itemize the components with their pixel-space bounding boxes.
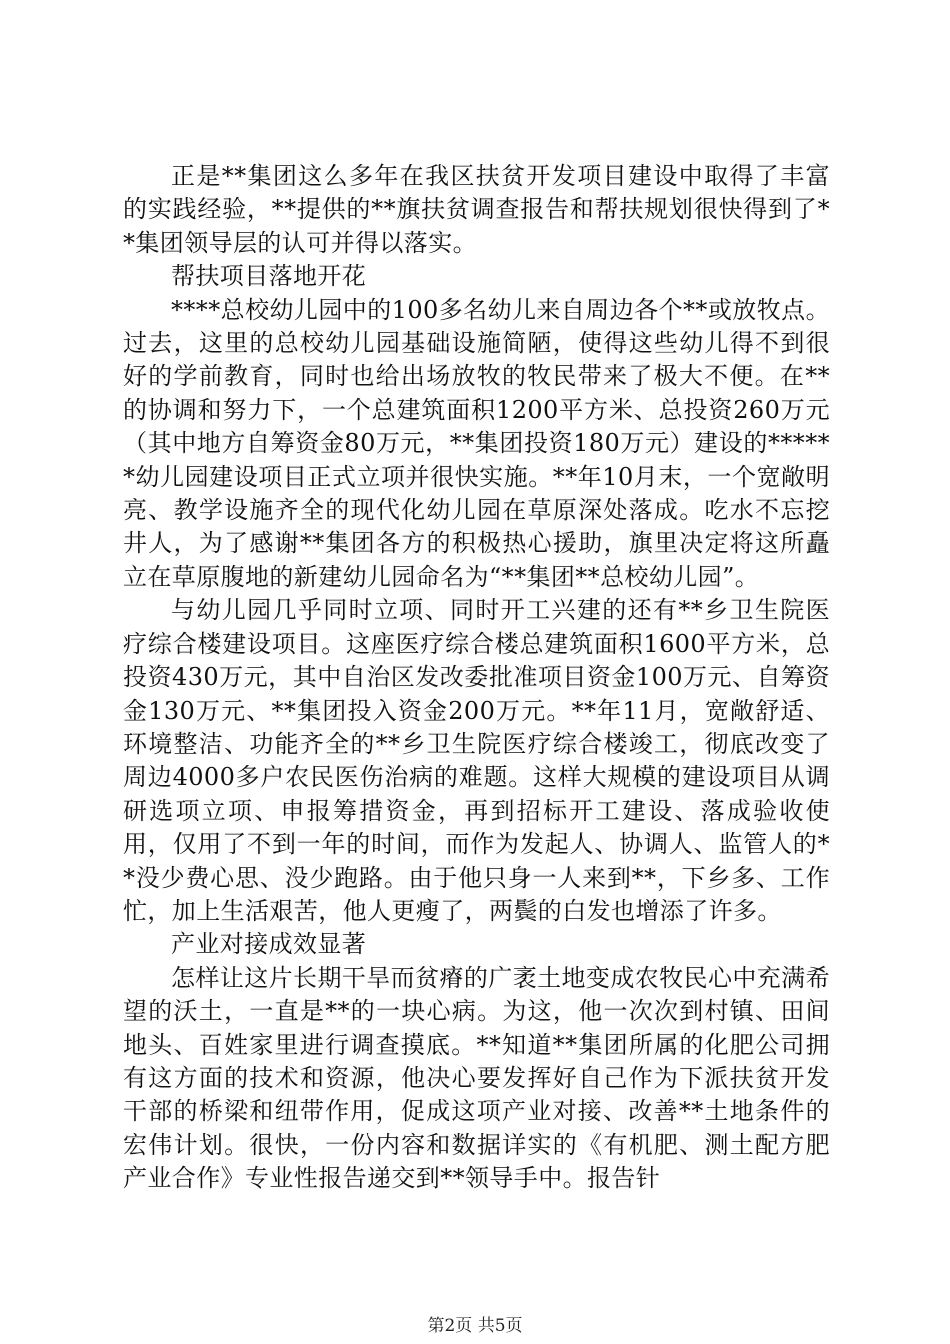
paragraph-intro: 正是**集团这么多年在我区扶贫开发项目建设中取得了丰富的实践经验，**提供的**旗扶贫调查报告和帮扶规划很快得到了**集团领导层的认可并得以落实。 <box>123 162 830 257</box>
section-heading-industry: 产业对接成效显著 <box>171 930 367 959</box>
paragraph-hospital: 与幼儿园几乎同时立项、同时开工兴建的还有**乡卫生院医疗综合楼建设项目。这座医疗综合楼总建筑面积1600平方米，总投资430万元，其中自治区发改委批准项目资金100万元、自筹资金130万元、**集团投入资金200万元。**年11月，宽敞舒适、环境整洁、功能齐全的**乡卫生院医疗综合楼竣工，彻底改变了周边4000多户农民医伤治病的难题。这样大规模的建设项目从调研选项立项、申报筹措资金，再到招标开工建设、落成验收使用，仅用了不到一年的时间，而作为发起人、协调人、监管人的**没少费心思、没少跑路。由于他只身一人来到**，下乡多、工作忙，加上生活艰苦，他人更瘦了，两鬓的白发也增添了许多。 <box>123 596 830 925</box>
document-body <box>123 160 830 1196</box>
section-heading-project: 帮扶项目落地开花 <box>171 262 367 291</box>
page-number-footer: 第2页 共5页 <box>427 1316 523 1336</box>
paragraph-fertilizer: 怎样让这片长期干旱而贫瘠的广袤土地变成农牧民心中充满希望的沃土，一直是**的一块心病。为这，他一次次到村镇、田间地头、百姓家里进行调查摸底。**知道**集团所属的化肥公司拥有这方面的技术和资源，他决心要发挥好自己作为下派扶贫开发干部的桥梁和纽带作用，促成这项产业对接、改善**土地条件的宏伟计划。很快，一份内容和数据详实的《有机肥、测土配方肥产业合作》专业性报告递交到**领导手中。报告针 <box>123 963 830 1193</box>
paragraph-kindergarten: ****总校幼儿园中的100多名幼儿来自周边各个**或放牧点。过去，这里的总校幼儿园基础设施简陋，使得这些幼儿得不到很好的学前教育，同时也给出场放牧的牧民带来了极大不便。在**的协调和努力下，一个总建筑面积1200平方米、总投资260万元（其中地方自筹资金80万元，**集团投资180万元）建设的******幼儿园建设项目正式立项并很快实施。**年10月末，一个宽敞明亮、教学设施齐全的现代化幼儿园在草原深处落成。吃水不忘挖井人，为了感谢**集团各方的积极热心援助，旗里决定将这所矗立在草原腹地的新建幼儿园命名为“**集团**总校幼儿园”。 <box>123 295 830 591</box>
